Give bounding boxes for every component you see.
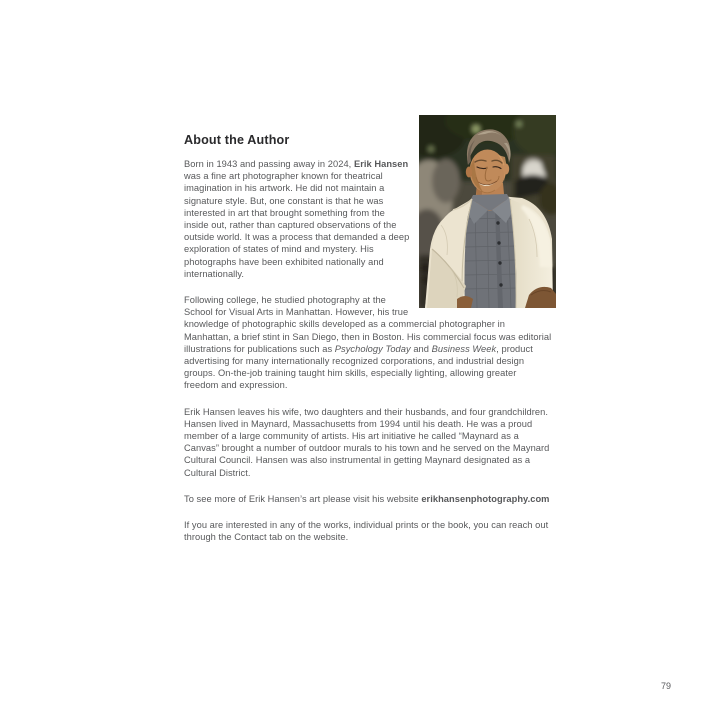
body-text: Born in 1943 and passing away in 2024, <box>184 159 354 169</box>
author-photo <box>419 115 556 308</box>
page-number: 79 <box>660 681 671 691</box>
emphasized-text: Erik Hansen <box>353 159 409 169</box>
page-title: About the Author <box>184 133 290 147</box>
body-text: To see more of Erik Hansen’s art please visit his website <box>184 493 422 504</box>
body-text: Following college, he studied photography at the School for Visual Arts in Manhattan. However, his true knowledge of photographic skills developed as a commercial photographer in Manhattan, a brief stint in San Diego, then in Boston. His commercial focus was editorial illustrations for publications such as <box>184 295 552 354</box>
body-text: and <box>410 343 432 354</box>
publication-name: Business Week <box>431 343 497 354</box>
emphasized-text: erikhansenphotography.com <box>421 493 550 504</box>
body-text: If you are interested in any of the works, individual prints or the book, you can reach out through the Contact tab on the website. <box>184 520 549 543</box>
paragraph <box>184 406 552 479</box>
body-text: , product advertising for many internationally recognized corporations, and industrial design groups. On-the-job training taught him skills, especially lighting, allowing greater freedom and expression. <box>184 343 533 391</box>
paragraph <box>184 493 552 505</box>
publication-name: Psychology Today <box>334 343 411 354</box>
author-photo-illustration <box>419 115 556 308</box>
paragraph <box>184 519 552 543</box>
body-text: Erik Hansen leaves his wife, two daughters and their husbands, and four grandchildren. Hansen lived in Maynard, Massachusetts from 1994 until his death. He was a proud member of a large community of artists. His art initiative he called “Maynard as a Canvas” brought a number of outdoor murals to his town and he served on the Maynard Cultural Council. Hansen was also instrumental in getting Maynard designated as a Cultural District. <box>184 406 550 478</box>
body-text: was a fine art photographer known for theatrical imagination in his artwork. He did not maintain a signature style. But, one constant is that he was interested in art that brought something from the inside out, rather than captured observations of the outside world. It was a process that demanded a deep exploration of states of mind and mystery. His photographs have been exhibited nationally and internationally. <box>184 171 410 279</box>
